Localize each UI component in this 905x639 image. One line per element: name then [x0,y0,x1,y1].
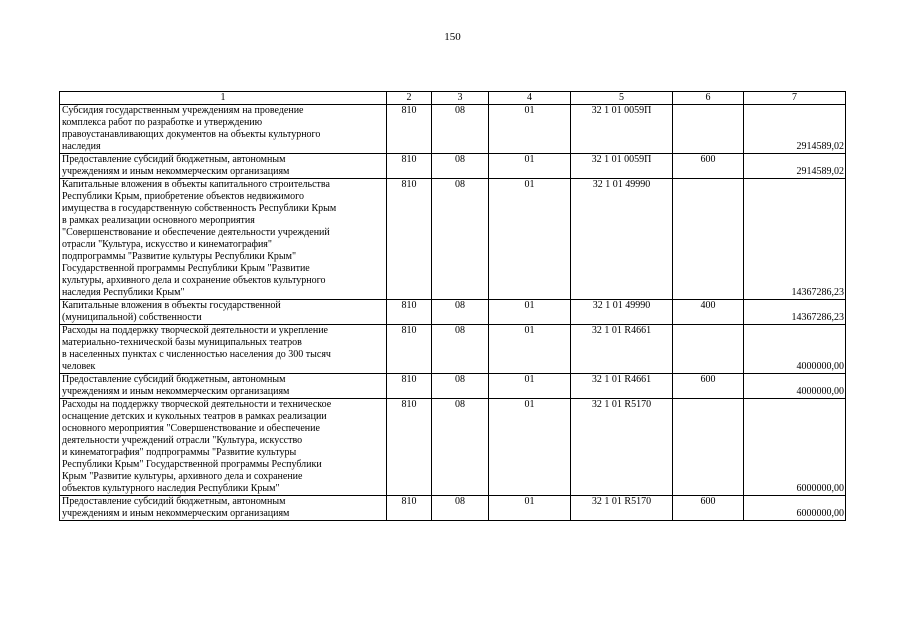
table-row [60,325,846,374]
header-cell: 7 [744,92,846,105]
description-line: человек [62,361,96,372]
description-line: "Совершенствование и обеспечение деятельности учреждений [62,227,330,238]
table-row [60,154,846,179]
description-line: Республики Крым, приобретение объектов недвижимого [62,191,304,202]
description-line: оснащение детских и кукольных театров в рамках реализации [62,411,327,422]
description-line: и кинематография" подпрограммы "Развитие культуры [62,447,297,458]
description-line: Капитальные вложения в объекты государственной [62,300,281,311]
description-line: Предоставление субсидий бюджетным, автономным [62,496,286,507]
table-row [60,496,846,521]
header-cell: 5 [571,92,673,105]
row-description [60,105,387,154]
description-line: подпрограммы "Развитие культуры Республики Крым" [62,251,297,262]
description-line: в рамках реализации основного мероприятия [62,215,255,226]
subsection-code-cell: 01 [489,300,571,325]
expense-type-cell: 600 [673,496,744,521]
target-article-cell: 32 1 01 0059П [571,154,673,179]
expense-type-cell [673,325,744,374]
section-code-cell: 08 [432,179,489,300]
ministry-code-cell: 810 [387,300,432,325]
target-article-cell: 32 1 01 0059П [571,105,673,154]
description-line: Расходы на поддержку творческой деятельности и техническое [62,399,332,410]
row-description [60,374,387,399]
target-article-cell: 32 1 01 49990 [571,300,673,325]
row-description [60,399,387,496]
target-article-cell: 32 1 01 49990 [571,179,673,300]
description-line: учреждениям и иным некоммерческим организациям [62,508,290,519]
target-article-cell: 32 1 01 R5170 [571,496,673,521]
section-code-cell: 08 [432,300,489,325]
subsection-code-cell: 01 [489,179,571,300]
amount-cell: 4000000,00 [744,325,846,374]
section-code-cell: 08 [432,325,489,374]
expense-type-cell [673,399,744,496]
ministry-code-cell: 810 [387,496,432,521]
expense-type-cell: 400 [673,300,744,325]
target-article-cell: 32 1 01 R5170 [571,399,673,496]
table-row [60,300,846,325]
subsection-code-cell: 01 [489,105,571,154]
row-description [60,496,387,521]
budget-table [59,91,846,521]
target-article-cell: 32 1 01 R4661 [571,325,673,374]
table-row [60,105,846,154]
amount-cell: 6000000,00 [744,399,846,496]
expense-type-cell [673,179,744,300]
description-line: Предоставление субсидий бюджетным, автономным [62,154,286,165]
description-line: Республики Крым" Государственной программы Республики [62,459,322,470]
header-cell: 4 [489,92,571,105]
description-line: Расходы на поддержку творческой деятельности и укрепление [62,325,328,336]
description-line: имущества в государственную собственность Республики Крым [62,203,337,214]
section-code-cell: 08 [432,105,489,154]
amount-cell: 2914589,02 [744,105,846,154]
description-line: деятельности учреждений отрасли "Культура, искусство [62,435,303,446]
subsection-code-cell: 01 [489,154,571,179]
description-line: Предоставление субсидий бюджетным, автономным [62,374,286,385]
ministry-code-cell: 810 [387,179,432,300]
ministry-code-cell: 810 [387,325,432,374]
header-cell: 2 [387,92,432,105]
expense-type-cell [673,105,744,154]
row-description [60,300,387,325]
target-article-cell: 32 1 01 R4661 [571,374,673,399]
header-cell: 3 [432,92,489,105]
description-line: наследия [62,141,101,152]
section-code-cell: 08 [432,496,489,521]
header-cell: 6 [673,92,744,105]
subsection-code-cell: 01 [489,374,571,399]
section-code-cell: 08 [432,399,489,496]
amount-cell: 14367286,23 [744,179,846,300]
description-line: материально-технической базы муниципальных театров [62,337,302,348]
table-row [60,179,846,300]
description-line: Субсидия государственным учреждениям на проведение [62,105,304,116]
page-number: 150 [444,31,461,43]
table-header-row [60,92,846,105]
description-line: Государственной программы Республики Крым "Развитие [62,263,310,274]
ministry-code-cell: 810 [387,399,432,496]
amount-cell: 4000000,00 [744,374,846,399]
amount-cell: 6000000,00 [744,496,846,521]
ministry-code-cell: 810 [387,154,432,179]
description-line: основного мероприятия "Совершенствование и обеспечение [62,423,320,434]
expense-type-cell: 600 [673,154,744,179]
table-row [60,374,846,399]
subsection-code-cell: 01 [489,325,571,374]
description-line: наследия Республики Крым" [62,287,185,298]
table-row [60,399,846,496]
section-code-cell: 08 [432,374,489,399]
section-code-cell: 08 [432,154,489,179]
description-line: (муниципальной) собственности [62,312,202,323]
description-line: культуры, архивного дела и сохранение объектов культурного [62,275,326,286]
description-line: Крым "Развитие культуры, архивного дела и сохранение [62,471,303,482]
description-line: объектов культурного наследия Республики Крым" [62,483,280,494]
description-line: учреждениям и иным некоммерческим организациям [62,166,290,177]
expense-type-cell: 600 [673,374,744,399]
description-line: правоустанавливающих документов на объекты культурного [62,129,321,140]
amount-cell: 14367286,23 [744,300,846,325]
description-line: учреждениям и иным некоммерческим организациям [62,386,290,397]
description-line: в населенных пунктах с численностью населения до 300 тысяч [62,349,331,360]
row-description [60,154,387,179]
subsection-code-cell: 01 [489,399,571,496]
ministry-code-cell: 810 [387,105,432,154]
header-cell: 1 [60,92,387,105]
row-description [60,325,387,374]
description-line: комплекса работ по разработке и утверждению [62,117,263,128]
row-description [60,179,387,300]
amount-cell: 2914589,02 [744,154,846,179]
subsection-code-cell: 01 [489,496,571,521]
description-line: отрасли "Культура, искусство и кинематография" [62,239,272,250]
description-line: Капитальные вложения в объекты капитального строительства [62,179,330,190]
ministry-code-cell: 810 [387,374,432,399]
